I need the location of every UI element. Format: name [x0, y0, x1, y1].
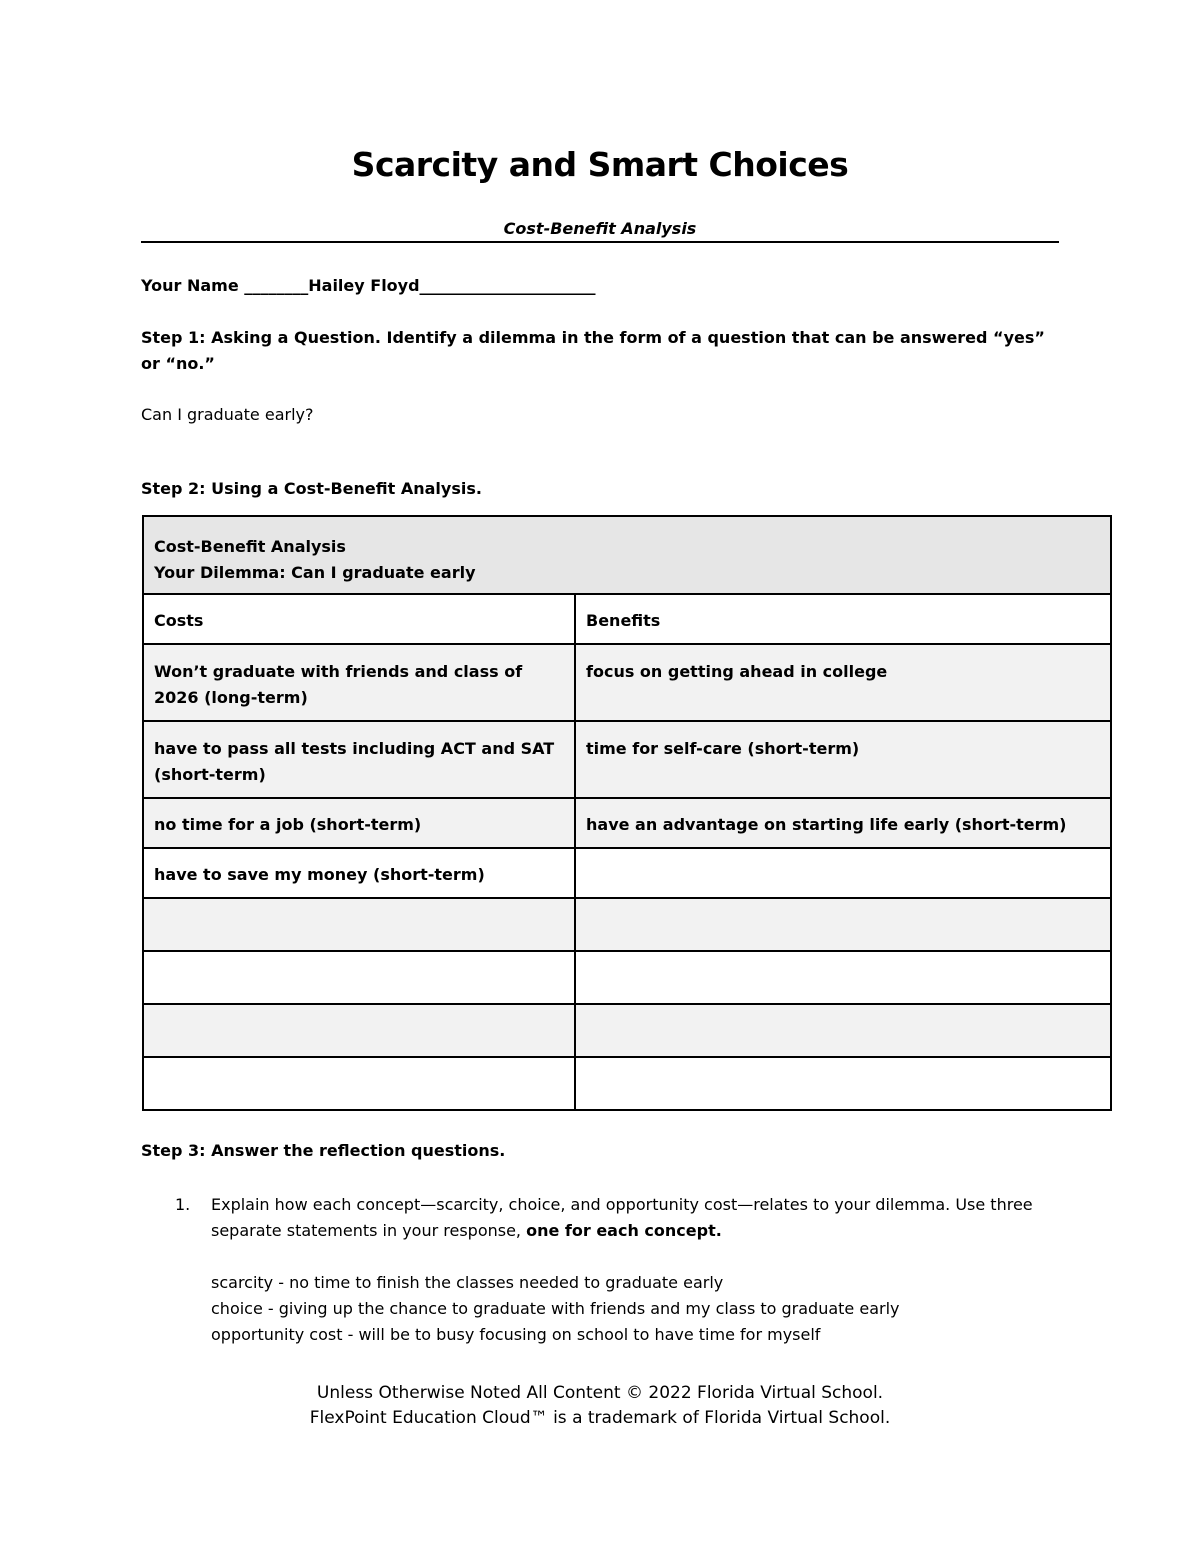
table-row — [143, 1004, 1111, 1057]
question-text — [211, 1192, 1065, 1244]
step1-heading: Step 1: Asking a Question. Identify a dilemma in the form of a question that can be answered “yes” or “no.” — [141, 328, 1045, 373]
question-number: 1. — [175, 1195, 191, 1214]
cost-benefit-table — [142, 515, 1112, 1111]
table-row — [143, 721, 1111, 798]
table-column-header-row — [143, 594, 1111, 644]
benefit-cell[interactable] — [575, 848, 1111, 898]
step2-heading: Step 2: Using a Cost-Benefit Analysis. — [141, 479, 482, 498]
table-row — [143, 798, 1111, 848]
question-responses — [211, 1270, 1065, 1348]
table-row — [143, 848, 1111, 898]
name-value[interactable]: Hailey Floyd — [308, 276, 420, 295]
name-label: Your Name ________ — [141, 276, 309, 295]
benefit-cell[interactable]: time for self-care (short-term) — [575, 721, 1111, 798]
footer-trademark: FlexPoint Education Cloud™ is a trademark of Florida Virtual School. — [309, 1408, 891, 1428]
benefit-cell[interactable] — [575, 898, 1111, 951]
costs-header: Costs — [143, 594, 575, 644]
table-row — [143, 644, 1111, 721]
benefit-cell[interactable] — [575, 951, 1111, 1004]
cost-cell[interactable]: no time for a job (short-term) — [143, 798, 575, 848]
name-line — [141, 276, 596, 295]
page-subtitle: Cost-Benefit Analysis — [503, 219, 697, 238]
step1-answer[interactable]: Can I graduate early? — [141, 405, 314, 424]
cost-cell[interactable] — [143, 1057, 575, 1110]
question-body: Explain how each concept—scarcity, choice, and opportunity cost—relates to your dilemma. Use three separate statements in your response, — [211, 1195, 1033, 1240]
cost-cell[interactable] — [143, 1004, 575, 1057]
benefit-cell[interactable] — [575, 1004, 1111, 1057]
page-footer — [0, 1381, 1200, 1431]
table-dilemma: Your Dilemma: Can I graduate early — [154, 563, 476, 582]
benefit-cell[interactable]: focus on getting ahead in college — [575, 644, 1111, 721]
benefits-header: Benefits — [575, 594, 1111, 644]
cost-cell[interactable] — [143, 898, 575, 951]
step3-heading: Step 3: Answer the reflection questions. — [141, 1141, 506, 1160]
cost-cell[interactable] — [143, 951, 575, 1004]
table-caption-cell — [143, 516, 1111, 594]
benefit-cell[interactable]: have an advantage on starting life early (short-term) — [575, 798, 1111, 848]
page-title: Scarcity and Smart Choices — [351, 145, 849, 184]
table-row — [143, 1057, 1111, 1110]
cost-cell[interactable]: Won’t graduate with friends and class of 2026 (long-term) — [143, 644, 575, 721]
table-row — [143, 951, 1111, 1004]
table-row — [143, 898, 1111, 951]
response-choice[interactable]: choice - giving up the chance to graduate with friends and my class to graduate early — [211, 1299, 900, 1318]
reflection-question-list — [175, 1192, 1065, 1348]
table-header-row — [143, 516, 1111, 594]
title-rule — [141, 241, 1059, 243]
benefit-cell[interactable] — [575, 1057, 1111, 1110]
footer-copyright: Unless Otherwise Noted All Content © 2022 Florida Virtual School. — [316, 1383, 884, 1403]
table-caption: Cost-Benefit Analysis — [154, 537, 346, 556]
name-trailing-underline: ______________________ — [419, 276, 596, 295]
response-opportunity-cost[interactable]: opportunity cost - will be to busy focusing on school to have time for myself — [211, 1325, 821, 1344]
response-scarcity[interactable]: scarcity - no time to finish the classes needed to graduate early — [211, 1273, 724, 1292]
question-emphasis: one for each concept. — [526, 1221, 722, 1240]
cost-cell[interactable]: have to pass all tests including ACT and SAT (short-term) — [143, 721, 575, 798]
cost-cell[interactable]: have to save my money (short-term) — [143, 848, 575, 898]
